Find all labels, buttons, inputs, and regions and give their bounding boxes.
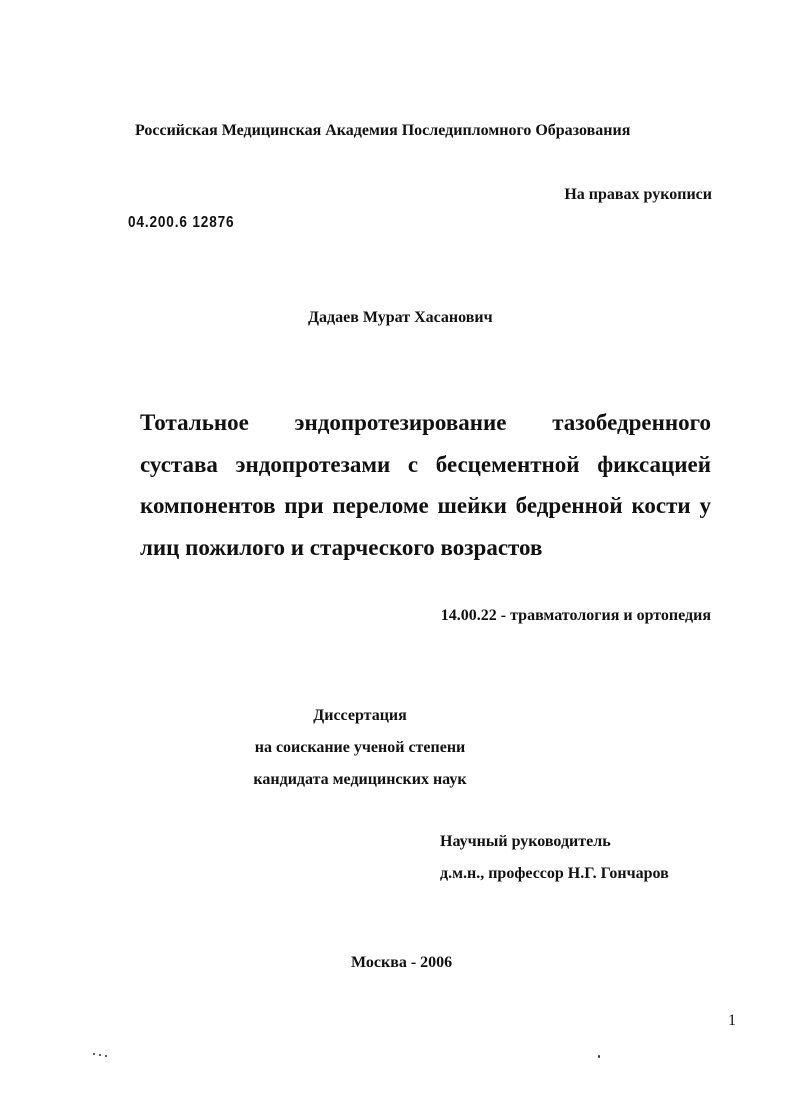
- dissertation-degree: кандидата медицинских наук: [253, 771, 467, 788]
- page-number: 1: [728, 1012, 736, 1029]
- title-line: лиц пожилого и старческого возрастов: [140, 534, 543, 560]
- author-name: Дадаев Мурат Хасанович: [308, 309, 493, 326]
- title-line: Тотальное эндопротезирование тазобедренного: [140, 410, 711, 435]
- scan-speck: [598, 1055, 600, 1058]
- scan-speck: [99, 1054, 101, 1056]
- specialty-code: 14.00.22 - травматология и ортопедия: [440, 607, 711, 624]
- institution-name: Российская Медицинская Академия Последипломного Образования: [135, 122, 631, 139]
- title-line: компонентов при переломе шейки бедренной кости у: [140, 493, 711, 518]
- dissertation-title: [140, 402, 711, 568]
- dissertation-purpose: на соискание ученой степени: [254, 739, 466, 756]
- city-year: Москва - 2006: [351, 954, 453, 971]
- title-line: сустава эндопротезами с бесцементной фиксацией: [140, 451, 711, 477]
- supervisor-info: [440, 826, 669, 890]
- dissertation-label: Диссертация: [313, 707, 407, 724]
- manuscript-rights-note: На правах рукописи: [564, 186, 712, 203]
- supervisor-role: Научный руководитель: [440, 833, 611, 850]
- dissertation-info: [200, 700, 520, 796]
- library-stamp: 04.200.6 12876: [128, 214, 235, 231]
- scan-speck: [105, 1055, 107, 1057]
- scan-speck: [93, 1053, 95, 1055]
- supervisor-name: д.м.н., профессор Н.Г. Гончаров: [440, 865, 669, 882]
